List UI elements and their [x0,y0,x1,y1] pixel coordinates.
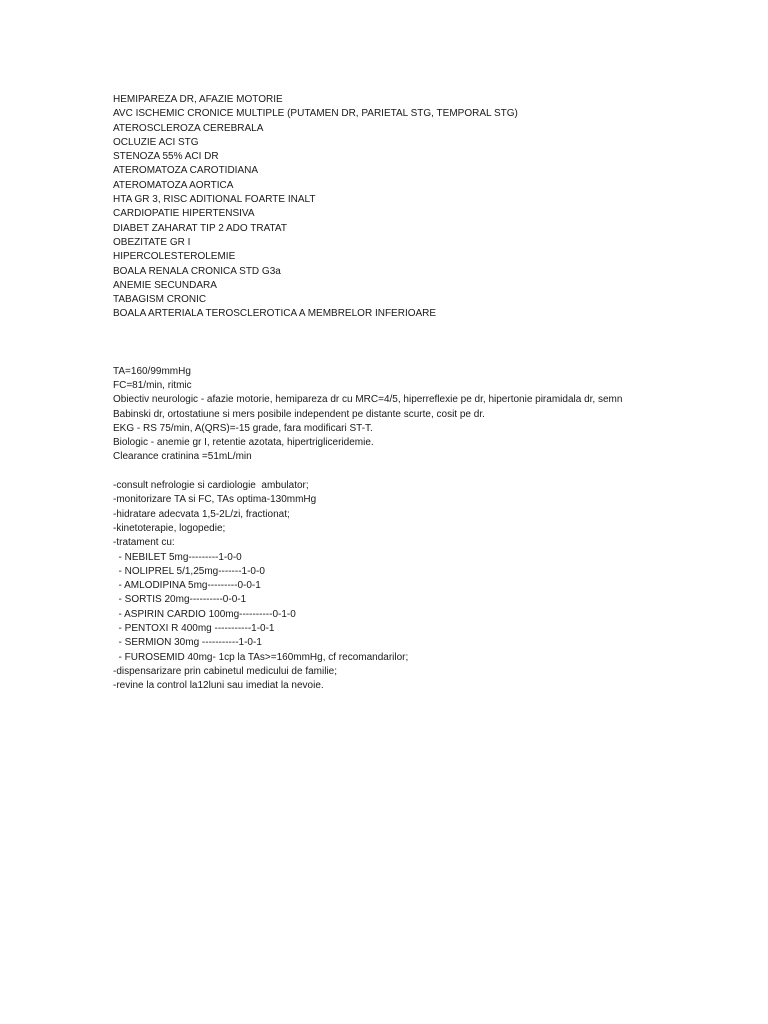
diagnosis-line: BOALA RENALA CRONICA STD G3a [113,265,281,277]
recommendation-line: -monitorizare TA si FC, TAs optima-130mmHg [113,494,317,506]
medication-line: - SERMION 30mg -----------1-0-1 [113,637,262,649]
diagnoses-list [113,93,713,322]
finding-line: Clearance cratinina =51mL/min [113,451,252,463]
diagnosis-line: ATEROSCLEROZA CEREBRALA [113,122,264,134]
diagnosis-line: CARDIOPATIE HIPERTENSIVA [113,208,255,220]
medication-line: - NOLIPREL 5/1,25mg-------1-0-0 [113,565,265,577]
diagnosis-line: HIPERCOLESTEROLEMIE [113,251,236,263]
recommendation-line: -kinetoterapie, logopedie; [113,522,226,534]
diagnosis-line: TABAGISM CRONIC [113,294,207,306]
diagnosis-line: OCLUZIE ACI STG [113,136,199,148]
recommendation-line: -dispensarizare prin cabinetul medicului de familie; [113,665,337,677]
medication-line: - SORTIS 20mg----------0-0-1 [113,594,247,606]
medication-line: - AMLODIPINA 5mg---------0-0-1 [113,580,261,592]
diagnosis-line: BOALA ARTERIALA TEROSCLEROTICA A MEMBRELOR INFERIOARE [113,308,437,320]
finding-line: Obiectiv neurologic - afazie motorie, hemipareza dr cu MRC=4/5, hiperreflexie pe dr, hipertonie piramidala dr, semn [113,394,623,406]
finding-line: Babinski dr, ortostatiune si mers posibile independent pe distante scurte, cosit pe dr. [113,408,485,420]
recommendation-line: -consult nefrologie si cardiologie ambulator; [113,480,309,492]
diagnosis-line: DIABET ZAHARAT TIP 2 ADO TRATAT [113,222,287,234]
section-spacer [113,465,713,479]
findings-section [113,365,713,465]
recommendation-line: -tratament cu: [113,537,175,549]
diagnosis-line: ANEMIE SECUNDARA [113,279,217,291]
recommendation-line: -revine la control la12luni sau imediat la nevoie. [113,680,324,692]
finding-line: FC=81/min, ritmic [113,379,192,391]
section-spacer [113,322,713,365]
diagnosis-line: OBEZITATE GR I [113,236,191,248]
finding-line: TA=160/99mmHg [113,365,191,377]
medication-line: - ASPIRIN CARDIO 100mg----------0-1-0 [113,608,296,620]
diagnosis-line: STENOZA 55% ACI DR [113,151,219,163]
diagnosis-line: ATEROMATOZA AORTICA [113,179,234,191]
finding-line: EKG - RS 75/min, A(QRS)=-15 grade, fara modificari ST-T. [113,422,373,434]
medication-line: - PENTOXI R 400mg -----------1-0-1 [113,622,275,634]
diagnosis-line: HTA GR 3, RISC ADITIONAL FOARTE INALT [113,194,316,206]
diagnosis-line: HEMIPAREZA DR, AFAZIE MOTORIE [113,94,283,105]
recommendation-line: -hidratare adecvata 1,5-2L/zi, fractionat; [113,508,290,520]
medication-line: - NEBILET 5mg---------1-0-0 [113,551,242,563]
finding-line: Biologic - anemie gr I, retentie azotata, hipertrigliceridemie. [113,437,374,449]
diagnosis-line: AVC ISCHEMIC CRONICE MULTIPLE (PUTAMEN DR, PARIETAL STG, TEMPORAL STG) [113,108,518,120]
recommendations-section [113,479,713,693]
medication-line: - FUROSEMID 40mg- 1cp la TAs>=160mmHg, cf recomandarilor; [113,651,409,663]
document-body [113,93,713,693]
diagnosis-line: ATEROMATOZA CAROTIDIANA [113,165,259,177]
